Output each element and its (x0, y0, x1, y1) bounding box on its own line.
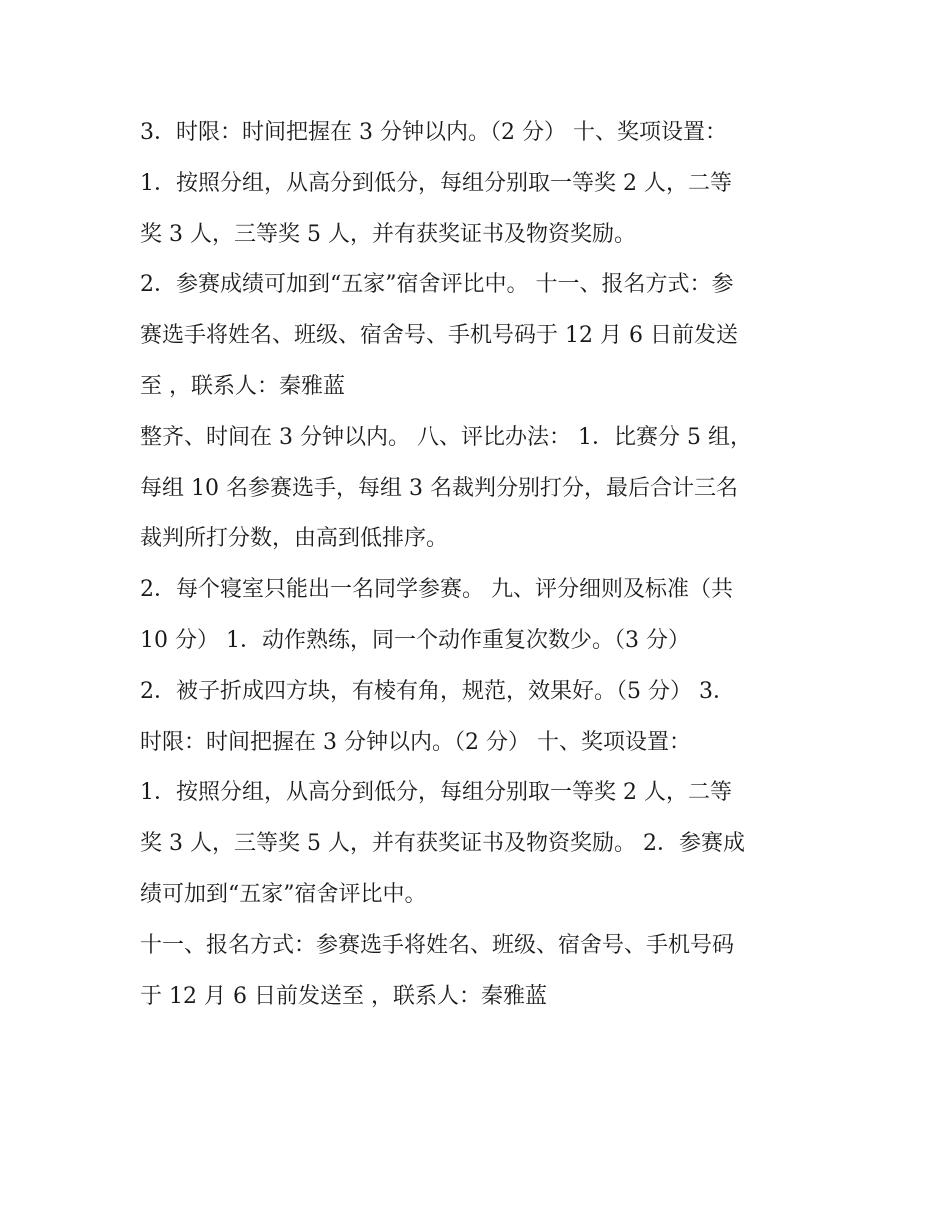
text-line: 1．按照分组，从高分到低分，每组分别取一等奖 2 人，二等 (140, 170, 732, 196)
text-line: 至 ，联系人：秦雅蓝 (140, 373, 345, 399)
text-line: 2．被子折成四方块，有棱有角，规范，效果好。（5 分） 3． (140, 678, 735, 704)
text-line: 每组 10 名参赛选手，每组 3 名裁判分别打分，最后合计三名 (140, 475, 738, 501)
text-line: 1．按照分组，从高分到低分，每组分别取一等奖 2 人，二等 (140, 780, 732, 806)
text-line: 10 分） 1．动作熟练，同一个动作重复次数少。（3 分） (140, 627, 690, 653)
document-page (140, 108, 820, 1022)
text-line: 3．时限：时间把握在 3 分钟以内。（2 分） 十、奖项设置： (140, 120, 727, 145)
text-line: 绩可加到“五家”宿舍评比中。 (140, 881, 427, 907)
text-line: 2．每个寝室只能出一名同学参赛。 九、评分细则及标准（共 (140, 577, 733, 603)
text-line: 于 12 月 6 日前发送至 ，联系人：秦雅蓝 (140, 983, 547, 1009)
text-line: 十一、报名方式：参赛选手将姓名、班级、宿舍号、手机号码 (140, 932, 735, 958)
text-line: 奖 3 人，三等奖 5 人，并有获奖证书及物资奖励。 2．参赛成 (140, 831, 745, 857)
text-line: 奖 3 人，三等奖 5 人，并有获奖证书及物资奖励。 (140, 221, 636, 247)
text-line: 时限：时间把握在 3 分钟以内。（2 分） 十、奖项设置： (140, 729, 691, 755)
text-line: 裁判所打分数，由高到低排序。 (140, 526, 449, 552)
text-line: 2．参赛成绩可加到“五家”宿舍评比中。 十一、报名方式：参 (140, 272, 734, 298)
text-line: 整齐、时间在 3 分钟以内。 八、评比办法： 1．比赛分 5 组， (140, 424, 752, 450)
text-line: 赛选手将姓名、班级、宿舍号、手机号码于 12 月 6 日前发送 (140, 323, 738, 349)
